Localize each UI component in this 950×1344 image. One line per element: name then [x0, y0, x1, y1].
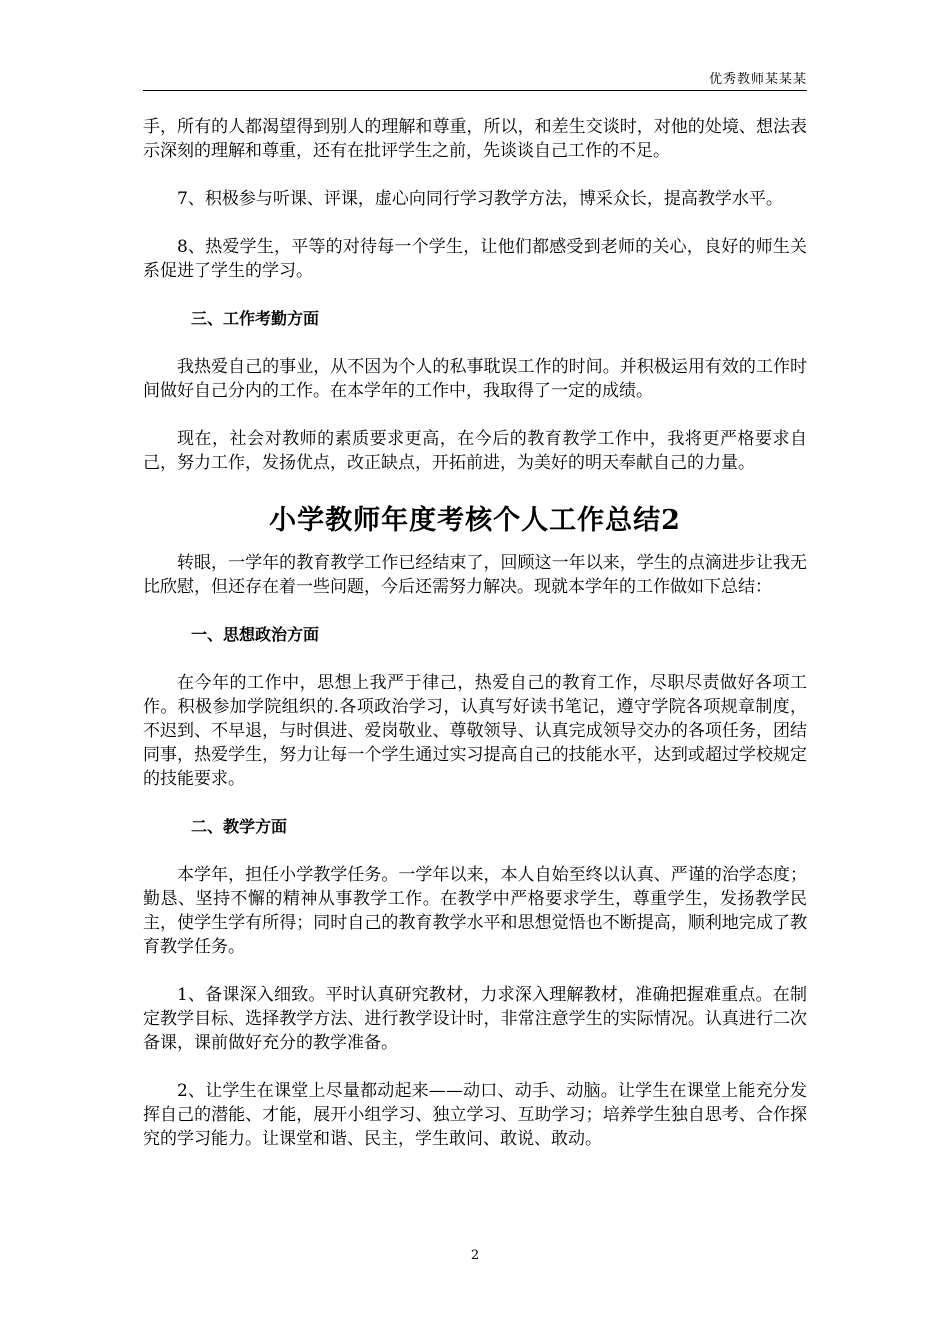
paragraph: 8、热爱学生，平等的对待每一个学生，让他们都感受到老师的关心，良好的师生关系促进了学生的学习。 [143, 237, 807, 281]
paragraph: 转眼，一学年的教育教学工作已经结束了，回顾这一年以来，学生的点滴进步让我无比欣慰，但还存在着一些问题，今后还需努力解决。现就本学年的工作做如下总结： [143, 553, 807, 597]
paragraph: 手，所有的人都渴望得到别人的理解和尊重，所以，和差生交谈时，对他的处境、想法表示深刻的理解和尊重，还有在批评学生之前，先谈谈自己工作的不足。 [143, 117, 807, 161]
document-title: 小学教师年度考核个人工作总结2 [269, 505, 681, 536]
paragraph: 2、让学生在课堂上尽量都动起来——动口、动手、动脑。让学生在课堂上能充分发挥自己的潜能、才能，展开小组学习、独立学习、互助学习；培养学生独自思考、合作探究的学习能力。让课堂和谐、民主，学生敢问、敢说、敢动。 [143, 1081, 807, 1149]
paragraph: 7、积极参与听课、评课，虚心向同行学习教学方法，博采众长，提高教学水平。 [177, 189, 783, 209]
header-author: 优秀教师某某某 [708, 72, 807, 87]
page-header [143, 66, 807, 91]
paragraph: 现在，社会对教师的素质要求更高，在今后的教育教学工作中，我将更严格要求自己，努力工作，发扬优点，改正缺点，开拓前进，为美好的明天奉献自己的力量。 [143, 429, 807, 473]
section-heading: 三、工作考勤方面 [191, 309, 320, 328]
section-heading: 一、思想政治方面 [191, 625, 320, 644]
paragraph: 本学年，担任小学教学任务。一学年以来，本人自始至终以认真、严谨的治学态度；勤恳、坚持不懈的精神从事教学工作。在教学中严格要求学生，尊重学生，发扬教学民主，使学生学有所得；同时自己的教育教学水平和思想觉悟也不断提高，顺利地完成了教育教学任务。 [143, 865, 807, 957]
document-body [143, 115, 807, 1151]
paragraph: 在今年的工作中，思想上我严于律己，热爱自己的教育工作，尽职尽责做好各项工作。积极参加学院组织的.各项政治学习，认真写好读书笔记，遵守学院各项规章制度，不迟到、不早退，与时俱进、爱岗敬业、尊敬领导、认真完成领导交办的各项任务，团结同事，热爱学生，努力让每一个学生通过实习提高自己的技能水平，达到或超过学校规定的技能要求。 [143, 673, 807, 789]
page-number: 2 [470, 1248, 480, 1263]
section-heading: 二、教学方面 [191, 817, 288, 836]
paragraph: 1、备课深入细致。平时认真研究教材，力求深入理解教材，准确把握难重点。在制定教学目标、选择教学方法、进行教学设计时，非常注意学生的实际情况。认真进行二次备课，课前做好充分的教学准备。 [143, 985, 807, 1053]
paragraph: 我热爱自己的事业，从不因为个人的私事耽误工作的时间。并积极运用有效的工作时间做好自己分内的工作。在本学年的工作中，我取得了一定的成绩。 [143, 357, 807, 401]
